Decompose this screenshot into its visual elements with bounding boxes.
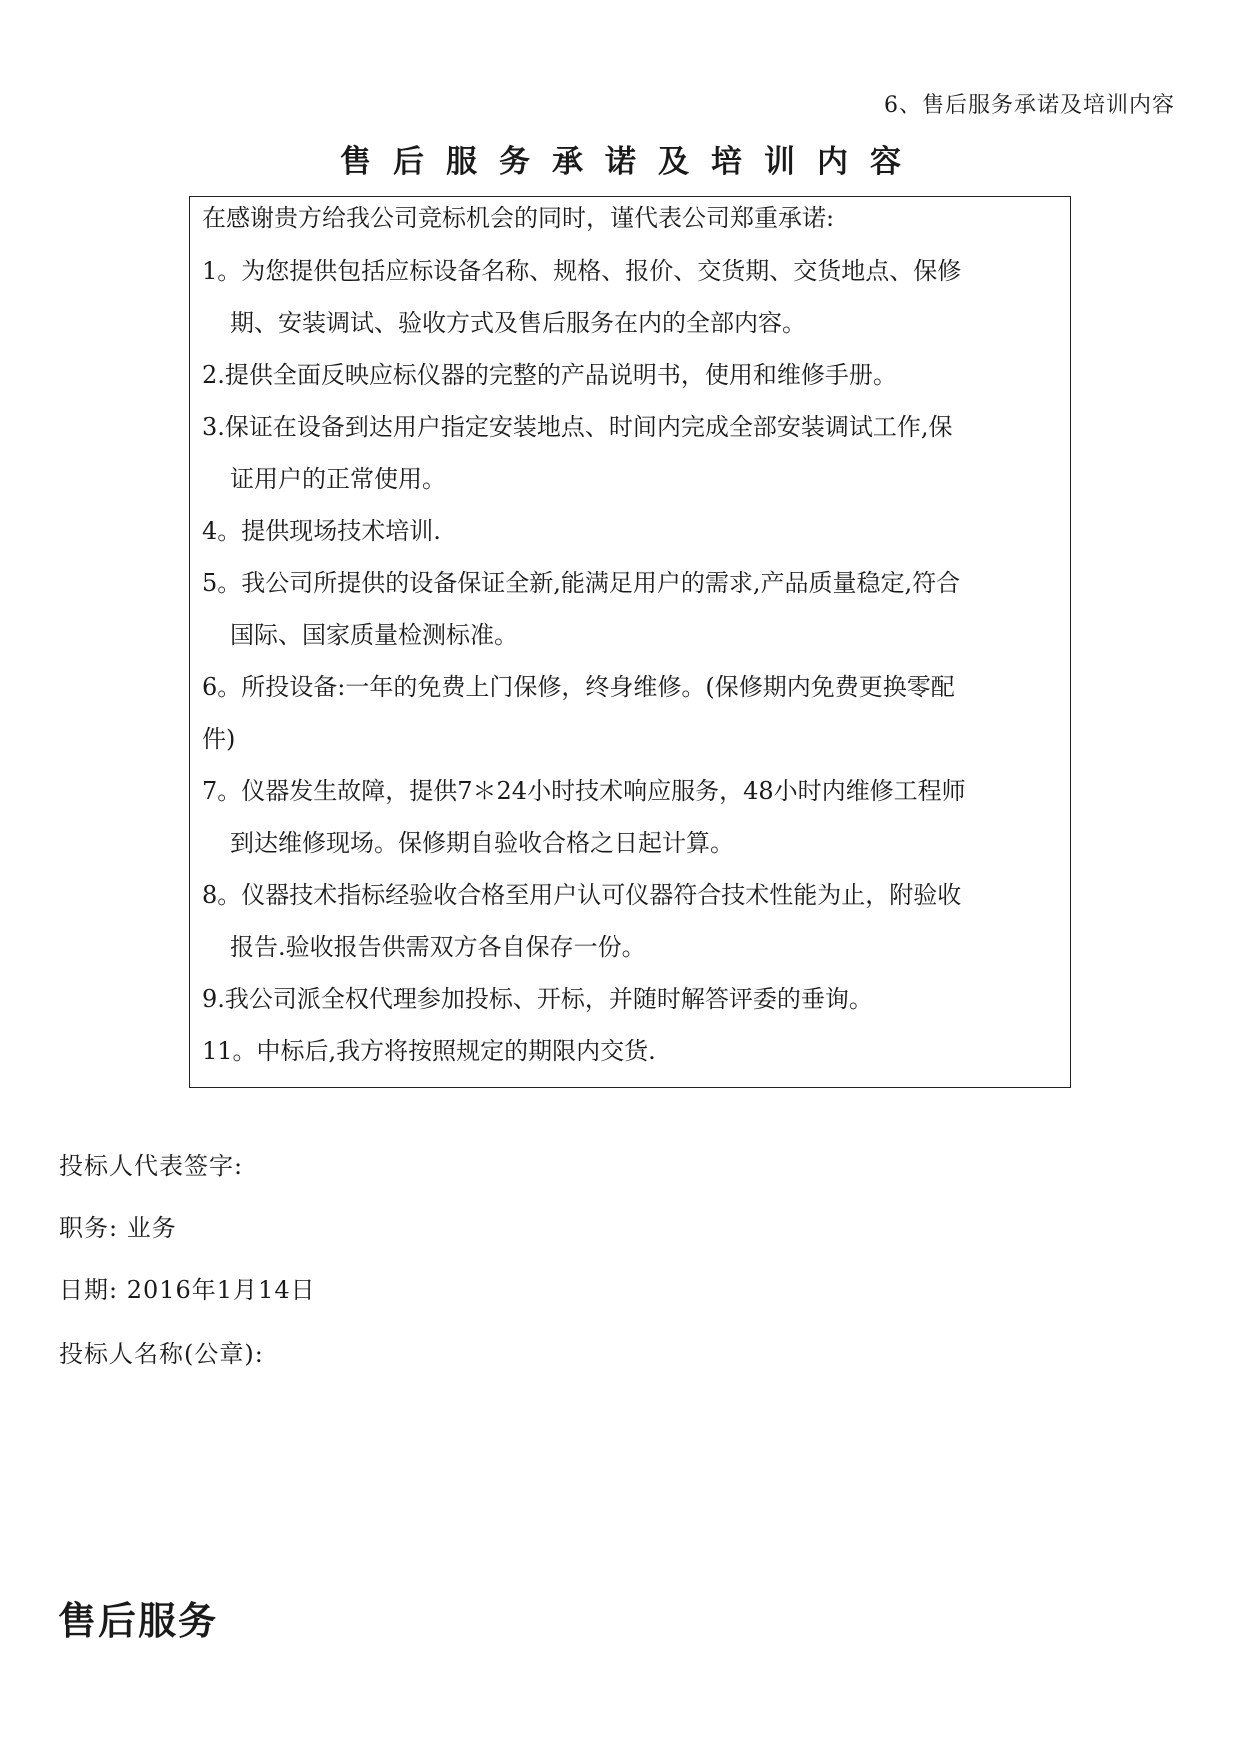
item-line: 6。所投设备:一年的免费上门保修，终身维修。(保修期内免费更换零配 (202, 673, 955, 701)
position-line: 职务: 业务 (59, 1214, 177, 1242)
commitment-item-2 (202, 349, 1058, 401)
item-continuation: 报告.验收报告供需双方各自保存一份。 (230, 933, 646, 961)
item-line: 5。我公司所提供的设备保证全新,能满足用户的需求,产品质量稳定,符合 (202, 569, 961, 597)
header-note: 6、售后服务承诺及培训内容 (884, 93, 1175, 118)
commitment-item-9 (202, 973, 1058, 1025)
item-line: 9.我公司派全权代理参加投标、开标，并随时解答评委的垂询。 (202, 985, 873, 1013)
item-continuation: 国际、国家质量检测标准。 (230, 621, 518, 649)
commitment-item-6 (202, 661, 1058, 765)
item-continuation: 到达维修现场。保修期自验收合格之日起计算。 (230, 829, 734, 857)
commitment-intro: 在感谢贵方给我公司竞标机会的同时，谨代表公司郑重承诺: (202, 204, 835, 232)
item-continuation: 证用户的正常使用。 (230, 465, 446, 493)
item-continuation: 期、安装调试、验收方式及售后服务在内的全部内容。 (230, 309, 806, 337)
document-title: 售后服务承诺及培训内容 (340, 144, 923, 180)
item-line: 2.提供全面反映应标仪器的完整的产品说明书，使用和维修手册。 (202, 361, 897, 389)
item-line: 1。为您提供包括应标设备名称、规格、报价、交货期、交货地点、保修 (202, 257, 962, 285)
bidder-name-label: 投标人名称(公章): (59, 1340, 264, 1368)
commitment-item-11 (202, 1025, 1058, 1077)
item-line: 7。仪器发生故障，提供7＊24小时技术响应服务，48小时内维修工程师 (202, 777, 966, 805)
item-line: 11。中标后,我方将按照规定的期限内交货. (202, 1037, 656, 1065)
commitment-item-3 (202, 401, 1058, 505)
representative-signature-label: 投标人代表签字: (59, 1152, 244, 1180)
commitment-item-5 (202, 557, 1058, 661)
item-line: 8。仪器技术指标经验收合格至用户认可仪器符合技术性能为止，附验收 (202, 881, 962, 909)
item-line: 3.保证在设备到达用户指定安装地点、时间内完成全部安装调试工作,保 (202, 413, 953, 441)
date-line: 日期: 2016年1月14日 (59, 1276, 316, 1304)
section-heading: 售后服务 (58, 1598, 219, 1643)
item-continuation: 件) (202, 725, 236, 753)
commitment-item-7 (202, 765, 1058, 869)
commitment-box (189, 196, 1071, 1088)
item-line: 4。提供现场技术培训. (202, 517, 441, 545)
commitment-item-1 (202, 245, 1058, 349)
commitment-item-4 (202, 505, 1058, 557)
commitment-item-8 (202, 869, 1058, 973)
